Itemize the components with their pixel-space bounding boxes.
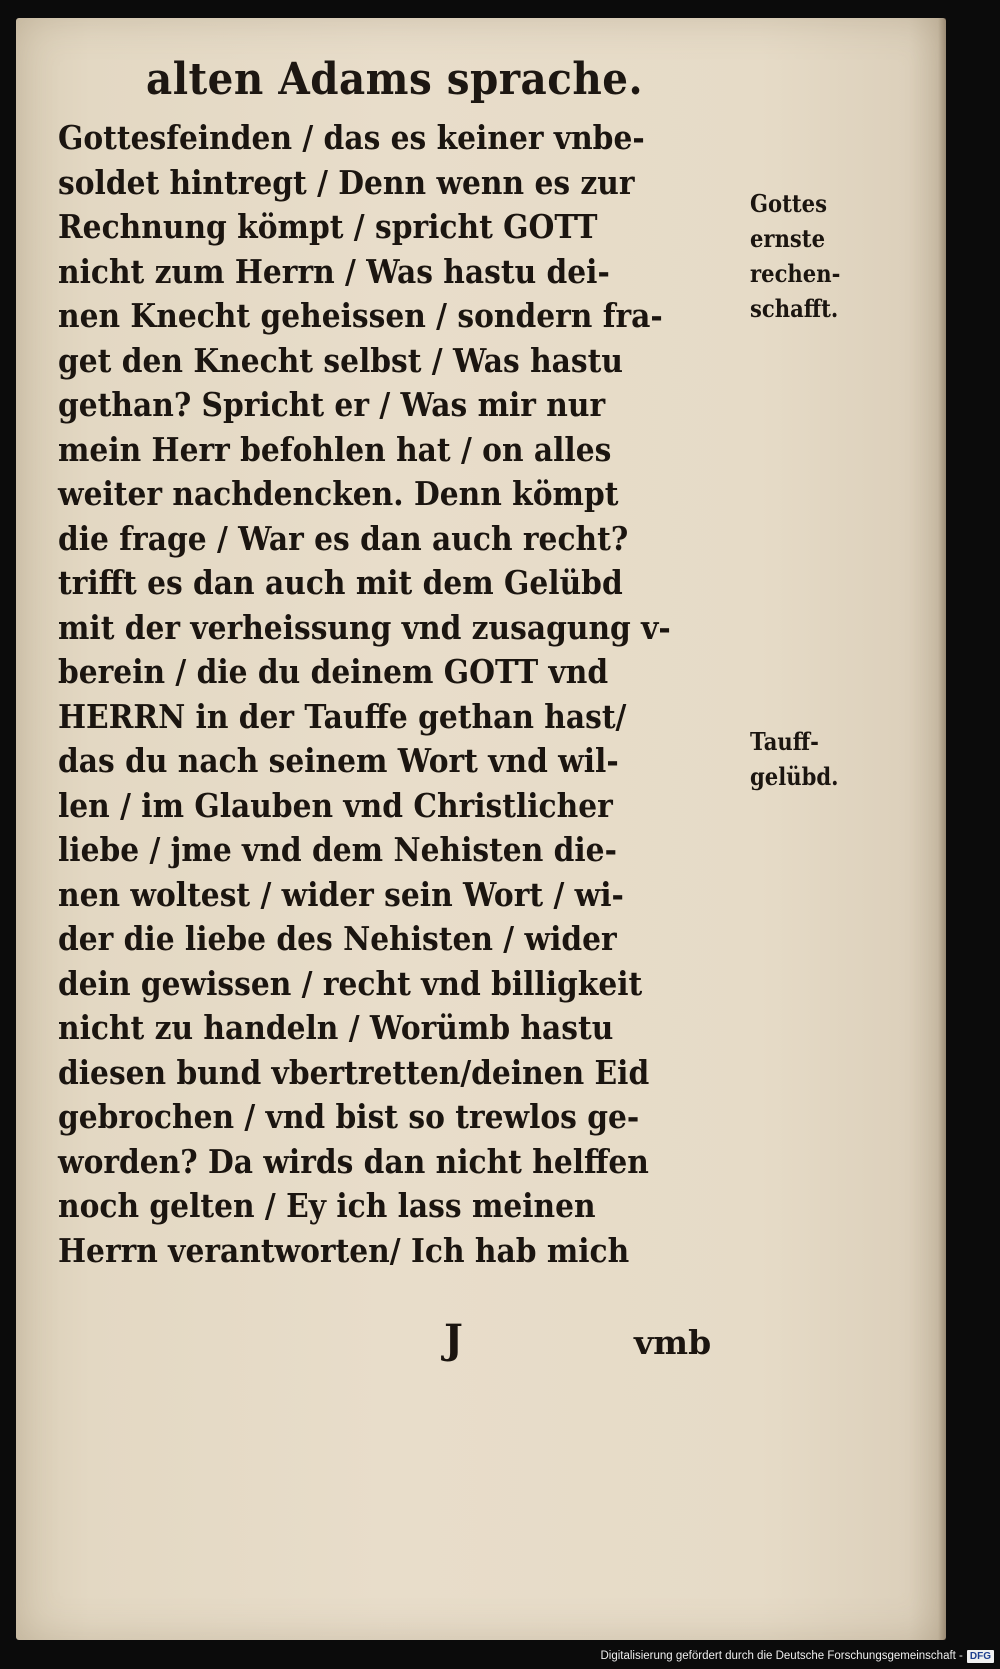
book-page [16, 18, 946, 1640]
page-edge-shadow [938, 18, 946, 1640]
margin-note-line: ernste [750, 224, 826, 253]
text-line: gebrochen / vnd bist so trewlos ge- [58, 1097, 640, 1136]
text-line: Rechnung kömpt / spricht GOTT [58, 207, 598, 246]
text-line: gethan? Spricht er / Was mir nur [58, 385, 606, 424]
text-line: Gottesfeinden / das es keiner vnbe- [58, 118, 645, 157]
margin-note-tauff [750, 724, 838, 794]
dfg-logo: DFG [967, 1650, 994, 1663]
text-line: der die liebe des Nehisten / wider [58, 919, 617, 958]
text-line: len / im Glauben vnd Christlicher [58, 785, 613, 825]
digitization-footer [600, 1647, 994, 1665]
text-line: nen Knecht geheissen / sondern fra- [58, 296, 663, 335]
text-line: nen woltest / wider sein Wort / wi- [58, 874, 624, 914]
margin-note-gottes [750, 186, 840, 326]
text-line: noch gelten / Ey ich lass meinen [58, 1186, 596, 1225]
text-line: weiter nachdencken. Denn kömpt [58, 474, 619, 513]
margin-note-line: schafft. [750, 294, 839, 323]
margin-note-line: Gottes [750, 189, 827, 218]
text-line: diesen bund vbertretten/deinen Eid [58, 1052, 650, 1092]
text-line: trifft es dan auch mit dem Gelübd [58, 563, 623, 602]
text-line: Herrn verantworten/ Ich hab mich [58, 1230, 630, 1270]
running-head: alten Adams sprache. [146, 54, 644, 105]
text-line: HERRN in der Tauffe gethan hast/ [58, 696, 627, 736]
footer-credit: Digitalisierung gefördert durch die Deutsche Forschungsgemeinschaft - [600, 1650, 963, 1662]
margin-note-line: gelübd. [750, 762, 839, 791]
body-text [58, 116, 758, 1273]
text-line: das du nach seinem Wort vnd wil- [58, 741, 619, 780]
text-line: berein / die du deinem GOTT vnd [58, 652, 609, 691]
text-line: mit der verheissung vnd zusagung v- [58, 607, 671, 647]
text-line: worden? Da wirds dan nicht helffen [58, 1141, 649, 1181]
signature-mark: J [444, 1316, 463, 1363]
text-line: get den Knecht selbst / Was hastu [58, 340, 623, 380]
margin-note-line: rechen- [750, 259, 841, 288]
margin-note-line: Tauff- [750, 727, 819, 756]
text-line: nicht zu handeln / Worümb hastu [58, 1008, 614, 1047]
text-line: die frage / War es dan auch recht? [58, 518, 629, 558]
catchword: vmb [634, 1323, 712, 1362]
text-line: liebe / jme vnd dem Nehisten die- [58, 830, 617, 869]
text-line: mein Herr befohlen hat / on alles [58, 429, 612, 469]
text-line: dein gewissen / recht vnd billigkeit [58, 963, 643, 1003]
text-line: soldet hintregt / Denn wenn es zur [58, 162, 635, 202]
text-line: nicht zum Herrn / Was hastu dei- [58, 251, 610, 291]
